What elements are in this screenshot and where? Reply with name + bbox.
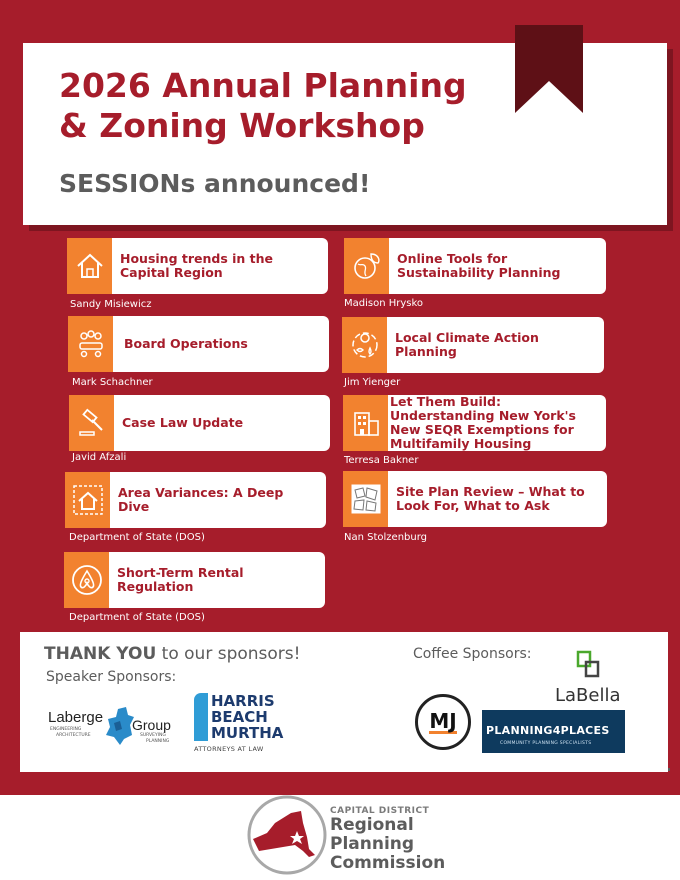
labella-mark-icon [576,650,602,678]
coffee-sponsors-label: Coffee Sponsors: [413,646,532,662]
session-card-site-plan-review[interactable] [343,471,607,527]
session-title: Housing trends in the Capital Region [120,251,274,280]
harris-beach-murtha-logo: HARRIS BEACH MURTHA ATTORNEYS AT LAW [194,692,284,753]
session-speaker: Sandy Misiewicz [70,299,152,310]
session-speaker: Department of State (DOS) [69,612,205,623]
title-line-1: 2026 Annual Planning [59,66,467,105]
session-card-climate-action[interactable] [342,317,604,373]
laberge-group-logo: Laberge Group ENGINEERING ARCHITECTURE SURVEYING PLANNING [48,703,173,749]
session-card-let-them-build[interactable] [343,395,606,451]
speaker-sponsors-label: Speaker Sponsors: [46,669,177,685]
session-card-short-term-rental[interactable] [64,552,325,608]
harris-bar [194,693,208,741]
bookmark-icon [515,25,583,113]
building-icon [343,395,388,451]
session-title: Case Law Update [122,415,244,430]
house-lot-icon [65,472,110,528]
session-speaker: Department of State (DOS) [69,532,205,543]
session-card-case-law[interactable] [69,395,330,451]
session-title: Let Them Build: Understanding New York's New SEQR Exemptions for Multifamily Housing [390,394,576,451]
session-speaker: Jim Yienger [344,377,401,388]
house-icon [67,238,112,294]
session-card-area-variances[interactable] [65,472,326,528]
session-speaker: Madison Hrysko [344,298,424,309]
planning4places-logo: PLANNING4PLACES COMMUNITY PLANNING SPECIALISTS [482,710,625,753]
session-speaker: Terresa Bakner [344,455,419,466]
gavel-icon [69,395,114,451]
session-title: Board Operations [124,336,248,351]
new-york-state-icon [245,793,329,877]
sponsor-dashed-border [18,632,20,772]
session-card-board-operations[interactable] [68,316,329,372]
site-map-icon [343,471,388,527]
org-name: CAPITAL DISTRICT Regional Planning Commission [330,806,446,873]
session-card-online-tools[interactable] [344,238,606,294]
session-title: Site Plan Review – What to Look For, What to Ask [396,484,585,513]
page-title [59,66,467,146]
climate-cycle-icon [342,317,387,373]
session-speaker: Mark Schachner [72,377,153,388]
session-title: Short-Term Rental Regulation [117,565,244,594]
session-speaker: Javid Afzali [72,452,127,463]
airbnb-icon [64,552,109,608]
session-title: Area Variances: A Deep Dive [118,485,284,514]
thank-you-heading: THANK YOU to our sponsors! [44,644,301,664]
mj-logo: MJ [415,694,471,750]
session-card-housing-trends[interactable] [67,238,328,294]
globe-leaf-icon [344,238,389,294]
meeting-table-icon [68,316,113,372]
session-title: Local Climate Action Planning [395,330,539,359]
title-line-2: & Zoning Workshop [59,106,425,145]
labella-name: LaBella [555,685,621,706]
session-title: Online Tools for Sustainability Planning [397,251,561,280]
page-subtitle: SESSIONs announced! [59,169,371,198]
session-speaker: Nan Stolzenburg [344,532,427,543]
